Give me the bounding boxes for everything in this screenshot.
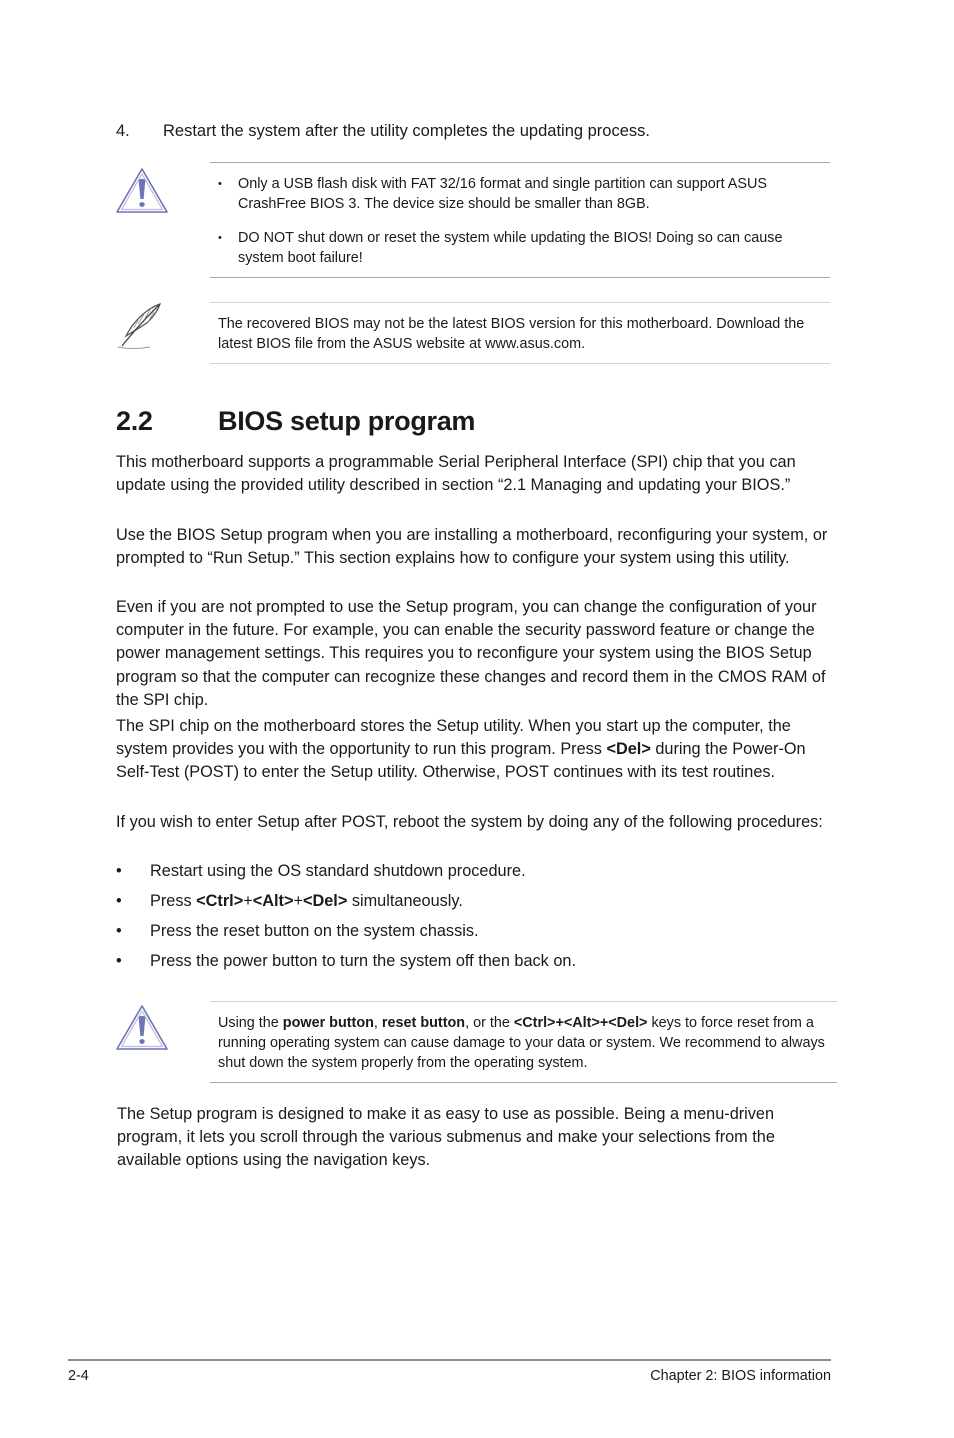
paragraph: If you wish to enter Setup after POST, reboot the system by doing any of the following procedures: bbox=[116, 813, 823, 831]
section-title: BIOS setup program bbox=[218, 406, 476, 436]
caution-item bbox=[218, 228, 818, 268]
note-text: The recovered BIOS may not be the latest BIOS version for this motherboard. Download the latest BIOS file from the ASUS website at www.asus.com. bbox=[218, 316, 805, 352]
page-number: 2-4 bbox=[68, 1368, 89, 1384]
power-button-term: power button bbox=[282, 1015, 374, 1031]
paragraph: Use the BIOS Setup program when you are installing a motherboard, reconfiguring your system, or prompted to “Run Setup.” This section explains how to configure your system using this utility. bbox=[116, 526, 828, 568]
chapter-title: Chapter 2: BIOS information bbox=[650, 1368, 831, 1384]
step-number: 4. bbox=[116, 122, 130, 140]
caution-item bbox=[218, 174, 818, 214]
ctrl-key: <Ctrl> bbox=[196, 892, 244, 910]
paragraph: Even if you are not prompted to use the Setup program, you can change the configuration of your computer in the future. For example, you can enable the security password feature or change the power management settings. This requires you to reconfigure your system using the BIOS Setup program so that the computer can recognize these changes and record them in the CMOS RAM of the SPI chip. bbox=[116, 598, 826, 709]
bullet: • bbox=[116, 952, 122, 970]
alt-key: <Alt> bbox=[252, 892, 294, 910]
footer-rule bbox=[68, 1359, 831, 1361]
step-text: Restart the system after the utility completes the updating process. bbox=[163, 122, 650, 140]
key-combo: <Ctrl>+<Alt>+<Del> bbox=[513, 1015, 648, 1031]
step-4 bbox=[116, 120, 830, 142]
del-key: <Del> bbox=[606, 740, 651, 759]
reset-button-term: reset button bbox=[381, 1015, 466, 1031]
closing-paragraph: The Setup program is designed to make it as easy to use as possible. Being a menu-driven program, it lets you scroll through the various submenus and make your selections from the available options using the navigation keys. bbox=[117, 1105, 775, 1170]
bullet: • bbox=[218, 178, 222, 190]
bullet: • bbox=[116, 922, 122, 940]
quill-note-icon bbox=[114, 302, 170, 352]
section-number: 2.2 bbox=[116, 406, 153, 436]
caution-item-text: DO NOT shut down or reset the system while updating the BIOS! Doing so can cause system boot failure! bbox=[238, 230, 783, 266]
bullet: • bbox=[218, 232, 222, 244]
caution-reset-text: Using the power button, reset button, or the <Ctrl>+<Alt>+<Del> keys to force reset from a running operating system can cause damage to your data or system. We recommend to always shut down the system properly from the operating system. bbox=[218, 1015, 825, 1071]
caution-item-text: Only a USB flash disk with FAT 32/16 format and single partition can support ASUS CrashFree BIOS 3. The device size should be smaller than 8GB. bbox=[238, 176, 767, 212]
paragraph: This motherboard supports a programmable Serial Peripheral Interface (SPI) chip that you can update using the provided utility described in section “2.1 Managing and updating your BIOS.” bbox=[116, 453, 796, 495]
bullet: • bbox=[116, 892, 122, 910]
warning-icon bbox=[114, 1003, 170, 1053]
del-key: <Del> bbox=[302, 892, 348, 910]
bullet: • bbox=[116, 862, 122, 880]
warning-icon bbox=[114, 166, 170, 216]
paragraph-del-key: The SPI chip on the motherboard stores the Setup utility. When you start up the computer, the system provides you with the opportunity to run this program. Press <Del> during the Power-On Self-Test (POST) to enter the Setup utility. Otherwise, POST continues with its test routines. bbox=[116, 717, 806, 782]
